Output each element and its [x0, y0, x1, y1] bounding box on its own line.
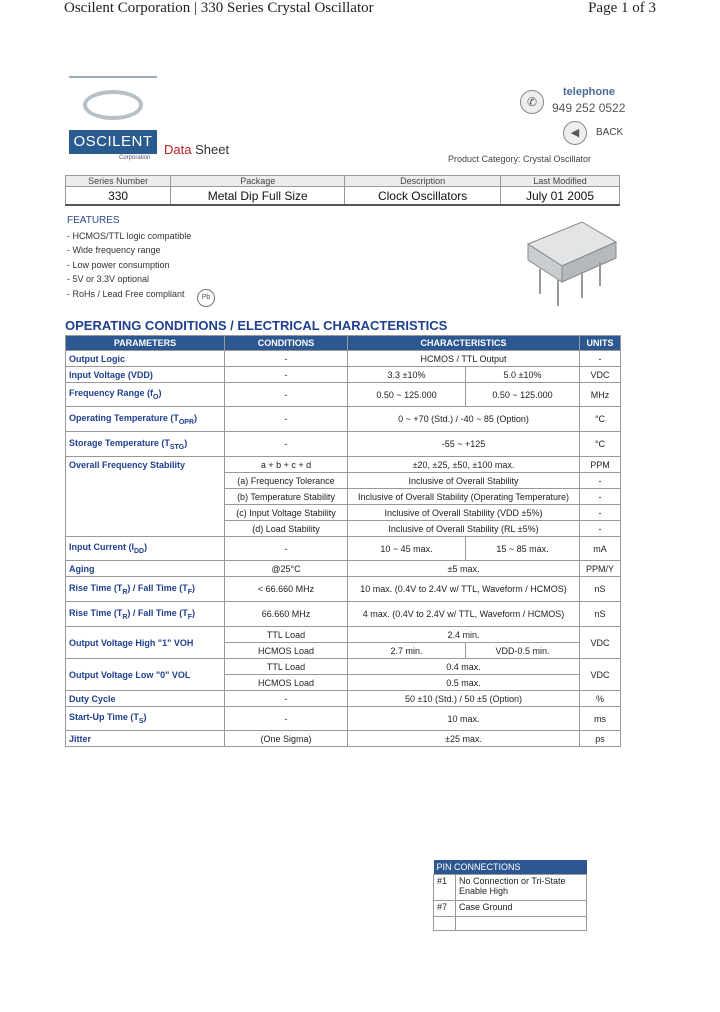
characteristic: 50 ±10 (Std.) / 50 ±5 (Option) — [348, 691, 580, 707]
condition: < 66.660 MHz — [225, 577, 348, 602]
unit: MHz — [580, 383, 621, 407]
feature-item: - HCMOS/TTL logic compatible — [67, 230, 192, 241]
param-name: Jitter — [66, 731, 225, 747]
param-name: Overall Frequency Stability — [66, 457, 225, 537]
condition: - — [225, 432, 348, 457]
data-word: Data — [164, 142, 192, 157]
table-row — [66, 537, 621, 561]
characteristic: 5.0 ±10% — [466, 367, 580, 383]
unit: - — [580, 473, 621, 489]
characteristic: 0.50 ~ 125.000 — [466, 383, 580, 407]
pin-number: #1 — [434, 875, 456, 901]
unit: mA — [580, 537, 621, 561]
characteristic: Inclusive of Overall Stability — [348, 473, 580, 489]
unit: - — [580, 521, 621, 537]
unit: % — [580, 691, 621, 707]
header-cell: CHARACTERISTICS — [348, 336, 580, 351]
table-row — [66, 627, 621, 643]
pin-number: #7 — [434, 901, 456, 917]
condition: TTL Load — [225, 659, 348, 675]
condition: @25°C — [225, 561, 348, 577]
unit: nS — [580, 602, 621, 627]
condition: - — [225, 691, 348, 707]
unit: PPM — [580, 457, 621, 473]
condition: (c) Input Voltage Stability — [225, 505, 348, 521]
telephone-icon[interactable]: ✆ — [520, 90, 544, 114]
condition: (One Sigma) — [225, 731, 348, 747]
characteristic: VDD-0.5 min. — [466, 643, 580, 659]
unit: ps — [580, 731, 621, 747]
table-row — [66, 577, 621, 602]
table-row — [66, 659, 621, 675]
back-link[interactable]: BACK — [596, 127, 624, 138]
package: Metal Dip Full Size — [171, 187, 345, 206]
param-name: Rise Time $(T_R)$ / Fall Time $(T_F)$ — [66, 577, 225, 602]
pin-connections-table — [433, 860, 587, 931]
feature-item: - RoHs / Lead Free compliant — [67, 288, 185, 299]
condition: - — [225, 537, 348, 561]
param-name: Input Current $(I_{DD})$ — [66, 537, 225, 561]
characteristic: ±25 max. — [348, 731, 580, 747]
condition: (a) Frequency Tolerance — [225, 473, 348, 489]
characteristic: 2.4 min. — [348, 627, 580, 643]
characteristic: Inclusive of Overall Stability (Operating Temperature) — [348, 489, 580, 505]
unit: VDC — [580, 627, 621, 659]
characteristic: ±20, ±25, ±50, ±100 max. — [348, 457, 580, 473]
telephone-number[interactable]: 949 252 0522 — [552, 101, 626, 115]
info-label: Last Modified — [500, 176, 619, 187]
pin-function: Case Ground — [456, 901, 587, 917]
condition: HCMOS Load — [225, 675, 348, 691]
feature-item: - Wide frequency range — [67, 245, 161, 255]
info-label: Series Number — [66, 176, 171, 187]
info-label: Description — [345, 176, 501, 187]
characteristic: Inclusive of Overall Stability (RL ±5%) — [348, 521, 580, 537]
table-row — [66, 561, 621, 577]
pin-title: PIN CONNECTIONS — [434, 860, 587, 875]
pin-function: No Connection or Tri-State Enable High — [456, 875, 587, 901]
table-row — [66, 707, 621, 731]
table-row — [66, 731, 621, 747]
header-cell: UNITS — [580, 336, 621, 351]
characteristic: -55 ~ +125 — [348, 432, 580, 457]
condition: 66.660 MHz — [225, 602, 348, 627]
back-arrow-icon[interactable]: ◀ — [563, 121, 587, 145]
product-category: Product Category: Crystal Oscillator — [448, 154, 592, 164]
characteristic: 0 ~ +70 (Std.) / -40 ~ 85 (Option) — [348, 407, 580, 432]
condition: a + b + c + d — [225, 457, 348, 473]
table-row — [66, 383, 621, 407]
header-cell: PARAMETERS — [66, 336, 225, 351]
logo-name: OSCILENT — [69, 130, 157, 154]
unit: nS — [580, 577, 621, 602]
header-cell: CONDITIONS — [225, 336, 348, 351]
characteristic: 0.5 max. — [348, 675, 580, 691]
features-title: FEATURES — [67, 215, 120, 226]
condition: - — [225, 383, 348, 407]
unit: ms — [580, 707, 621, 731]
param-name: Output Voltage High "1" VOH — [66, 627, 225, 659]
product-info-table — [65, 175, 620, 206]
table-row — [66, 691, 621, 707]
param-name: Start-Up Time $(T_S)$ — [66, 707, 225, 731]
unit: PPM/Y — [580, 561, 621, 577]
logo-corporation: Corporation — [119, 155, 151, 161]
feature-item: - Low power consumption — [67, 259, 170, 270]
characteristic: 10 max. (0.4V to 2.4V w/ TTL, Waveform / HCMOS) — [348, 577, 580, 602]
header-title: Oscilent Corporation | 330 Series Crystal Oscillator — [64, 0, 374, 16]
ring-icon — [83, 90, 143, 120]
oscillator-image — [520, 214, 620, 309]
oscilent-logo — [69, 76, 157, 164]
param-name: Storage Temperature $(T_{STG})$ — [66, 432, 225, 457]
table-row — [66, 351, 621, 367]
condition: - — [225, 367, 348, 383]
unit: VDC — [580, 659, 621, 691]
table-row — [434, 901, 587, 917]
characteristic: ±5 max. — [348, 561, 580, 577]
table-row — [66, 432, 621, 457]
characteristic: 10 ~ 45 max. — [348, 537, 466, 561]
characteristic: 10 max. — [348, 707, 580, 731]
unit: - — [580, 351, 621, 367]
pb-free-icon: Pb — [197, 289, 215, 307]
unit: - — [580, 505, 621, 521]
param-name: Operating Temperature $(T_{OPR})$ — [66, 407, 225, 432]
param-name: Frequency Range $(f_O)$ — [66, 383, 225, 407]
unit: °C — [580, 432, 621, 457]
unit: VDC — [580, 367, 621, 383]
last-modified: July 01 2005 — [500, 187, 619, 206]
table-row — [66, 457, 621, 473]
param-name: Output Voltage Low "0" VOL — [66, 659, 225, 691]
characteristic: 0.50 ~ 125.000 — [348, 383, 466, 407]
telephone-label: telephone — [563, 86, 615, 98]
condition: (b) Temperature Stability — [225, 489, 348, 505]
param-name: Input Voltage (VDD) — [66, 367, 225, 383]
table-row — [434, 917, 587, 931]
sheet-word: Sheet — [195, 142, 230, 157]
param-name: Rise Time $(T_R)$ / Fall Time $(T_F)$ — [66, 602, 225, 627]
condition: - — [225, 351, 348, 367]
characteristic: Inclusive of Overall Stability (VDD ±5%) — [348, 505, 580, 521]
param-name: Duty Cycle — [66, 691, 225, 707]
section-title: OPERATING CONDITIONS / ELECTRICAL CHARACTERISTICS — [65, 318, 448, 333]
pin-number — [434, 917, 456, 931]
characteristic: 15 ~ 85 max. — [466, 537, 580, 561]
page-number: Page 1 of 3 — [588, 0, 656, 16]
characteristic: 0.4 max. — [348, 659, 580, 675]
unit: - — [580, 489, 621, 505]
data-sheet-title — [164, 142, 229, 157]
characteristic: 4 max. (0.4V to 2.4V w/ TTL, Waveform / HCMOS) — [348, 602, 580, 627]
series-number: 330 — [66, 187, 171, 206]
table-row — [66, 407, 621, 432]
table-row — [434, 875, 587, 901]
condition: HCMOS Load — [225, 643, 348, 659]
table-row — [66, 367, 621, 383]
description: Clock Oscillators — [345, 187, 501, 206]
param-name: Output Logic — [66, 351, 225, 367]
spec-table — [65, 335, 621, 747]
param-name: Aging — [66, 561, 225, 577]
pin-function — [456, 917, 587, 931]
condition: (d) Load Stability — [225, 521, 348, 537]
characteristic: 2.7 min. — [348, 643, 466, 659]
condition: - — [225, 407, 348, 432]
feature-item: - 5V or 3.3V optional — [67, 274, 150, 284]
condition: - — [225, 707, 348, 731]
table-row — [66, 602, 621, 627]
unit: °C — [580, 407, 621, 432]
characteristic: 3.3 ±10% — [348, 367, 466, 383]
info-label: Package — [171, 176, 345, 187]
condition: TTL Load — [225, 627, 348, 643]
characteristic: HCMOS / TTL Output — [348, 351, 580, 367]
features-list — [67, 214, 191, 301]
